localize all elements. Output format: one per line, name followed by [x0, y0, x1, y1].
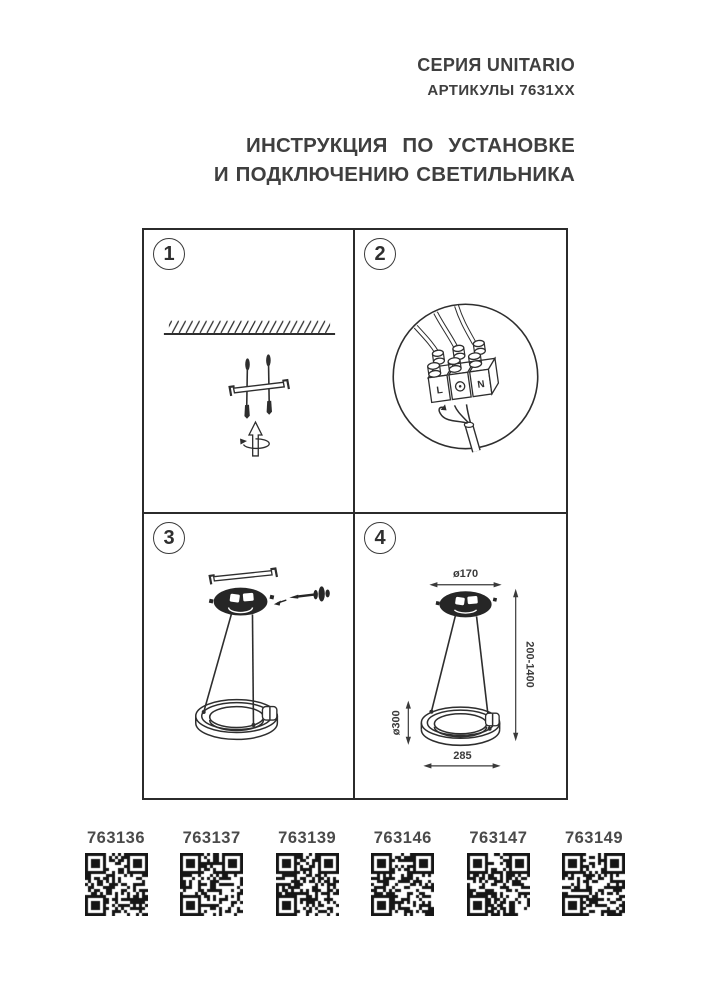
products-row — [70, 829, 640, 916]
ceiling-hatch — [164, 321, 335, 334]
dimension-canopy-diameter — [429, 568, 501, 587]
product-item — [357, 829, 449, 916]
instruction-grid — [142, 228, 568, 800]
step-number-badge: 2 — [364, 238, 396, 270]
mounting-bracket — [230, 380, 289, 396]
series-name: СЕРИЯ UNITARIO — [417, 55, 575, 75]
product-item — [548, 829, 640, 916]
rotate-and-push-arrow — [240, 422, 269, 456]
step-number-badge: 1 — [153, 238, 185, 270]
articles-line: АРТИКУЛЫ 7631XX — [427, 82, 575, 99]
article-number: 763147 — [469, 829, 528, 847]
terminal-label-live: L — [435, 384, 444, 397]
step-panel-3 — [144, 514, 355, 798]
step3-drawing — [144, 514, 353, 798]
step4-drawing — [355, 514, 566, 798]
canopy — [209, 588, 274, 616]
header — [417, 55, 575, 99]
ring-connector — [262, 707, 276, 720]
page-title-line2: И ПОДКЛЮЧЕНИЮ СВЕТИЛЬНИКА — [213, 163, 575, 186]
terminal-label-neutral: N — [476, 378, 486, 391]
svg-text:285: 285 — [453, 749, 472, 762]
article-number: 763149 — [564, 829, 623, 847]
step2-drawing — [355, 230, 566, 512]
screw-direction-arrow — [274, 600, 286, 606]
qr-code — [467, 853, 530, 916]
product-item — [261, 829, 353, 916]
svg-text:ø170: ø170 — [452, 568, 479, 581]
qr-code — [180, 853, 243, 916]
article-number: 763137 — [182, 829, 241, 847]
qr-code — [371, 853, 434, 916]
step-panel-4 — [355, 514, 566, 798]
qr-code — [276, 853, 339, 916]
suspension-cables — [202, 614, 256, 727]
canopy — [436, 591, 497, 617]
qr-code — [562, 853, 625, 916]
step-number-badge: 3 — [153, 522, 185, 554]
step-panel-2 — [355, 230, 566, 514]
dimension-overall-width — [423, 750, 500, 769]
step-panel-1 — [144, 230, 355, 514]
dimension-suspension-length — [513, 589, 536, 742]
dimension-ring-diameter — [390, 701, 411, 745]
power-cable — [439, 404, 476, 451]
ring-fixture — [421, 707, 499, 745]
page-title-line1: ИНСТРУКЦИЯ ПО УСТАНОВКЕ — [246, 134, 575, 157]
product-item — [452, 829, 544, 916]
ceiling-bracket — [210, 569, 277, 585]
qr-code — [85, 853, 148, 916]
article-number: 763146 — [373, 829, 432, 847]
product-item — [166, 829, 258, 916]
ring-fixture — [196, 700, 278, 740]
product-item — [70, 829, 162, 916]
svg-text:ø300: ø300 — [390, 710, 403, 736]
step-number-badge: 4 — [364, 522, 396, 554]
article-number: 763136 — [86, 829, 146, 847]
ring-connector — [486, 713, 500, 726]
supply-wires — [416, 306, 475, 354]
step1-drawing — [144, 230, 353, 512]
locking-screw — [289, 586, 330, 601]
svg-text:200-1400: 200-1400 — [523, 641, 536, 688]
page-title — [214, 131, 575, 189]
article-number: 763139 — [278, 829, 337, 847]
